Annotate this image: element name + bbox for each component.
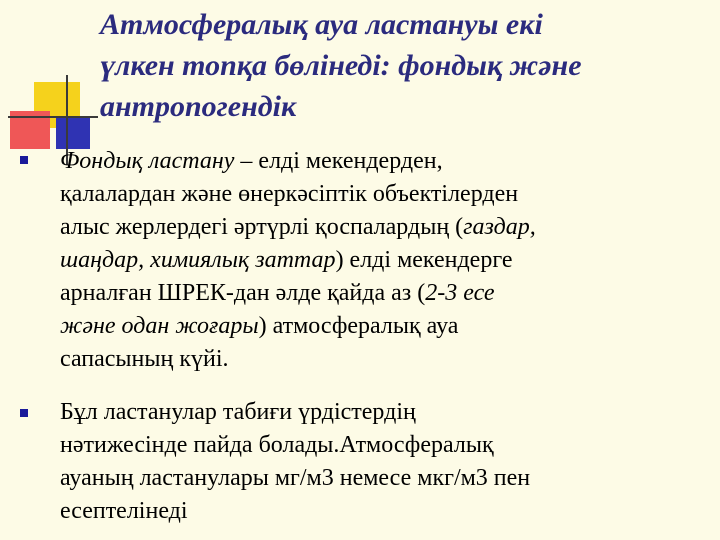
paragraph-line: нәтижесінде пайда болады.Атмосфералық bbox=[60, 432, 494, 458]
paragraph-line: қалалардан және өнеркәсіптік объектілерден bbox=[60, 181, 519, 207]
title-line-1: Атмосфералық ауа ластануы екі bbox=[100, 8, 543, 41]
paragraph-line bbox=[60, 211, 720, 244]
title-line-2: үлкен топқа бөлінеді: фондық және bbox=[100, 49, 582, 82]
paragraph-line: ауаның ластанулары мг/м3 немесе мкг/м3 пен bbox=[60, 465, 531, 491]
italic-segment: және одан жоғары bbox=[60, 313, 259, 339]
paragraph-line: Бұл ластанулар табиғи үрдістердің bbox=[60, 399, 416, 425]
slide-title bbox=[100, 4, 700, 127]
text-segment: алыс жерлердегі әртүрлі қоспалардың ( bbox=[60, 214, 464, 240]
bullet-marker-2 bbox=[20, 409, 28, 417]
paragraph-line bbox=[60, 310, 720, 343]
title-line-3: антропогендік bbox=[100, 90, 297, 123]
bullet-paragraph-1 bbox=[60, 145, 720, 376]
text-segment: ) атмосфералық ауа bbox=[258, 313, 459, 339]
paragraph-line bbox=[60, 244, 720, 277]
italic-segment: шаңдар, химиялық заттар bbox=[60, 247, 336, 273]
paragraph-line bbox=[60, 277, 720, 310]
bullet-marker-1 bbox=[20, 156, 28, 164]
decor-horizontal-line bbox=[8, 116, 98, 118]
term-italic: Фондық ластану bbox=[60, 148, 235, 174]
text-segment: – елді мекендерден, bbox=[234, 148, 443, 174]
paragraph-line: есептелінеді bbox=[60, 498, 188, 524]
text-segment: арналған ШРЕК-дан әлде қайда аз ( bbox=[60, 280, 426, 306]
bullet-paragraph-2 bbox=[60, 396, 720, 528]
text-segment: ) елді мекендерге bbox=[335, 247, 513, 273]
italic-segment: газдар, bbox=[463, 214, 536, 240]
italic-segment: 2-3 есе bbox=[425, 280, 495, 306]
paragraph-line: сапасының күйі. bbox=[60, 346, 229, 372]
paragraph-line bbox=[60, 145, 720, 178]
